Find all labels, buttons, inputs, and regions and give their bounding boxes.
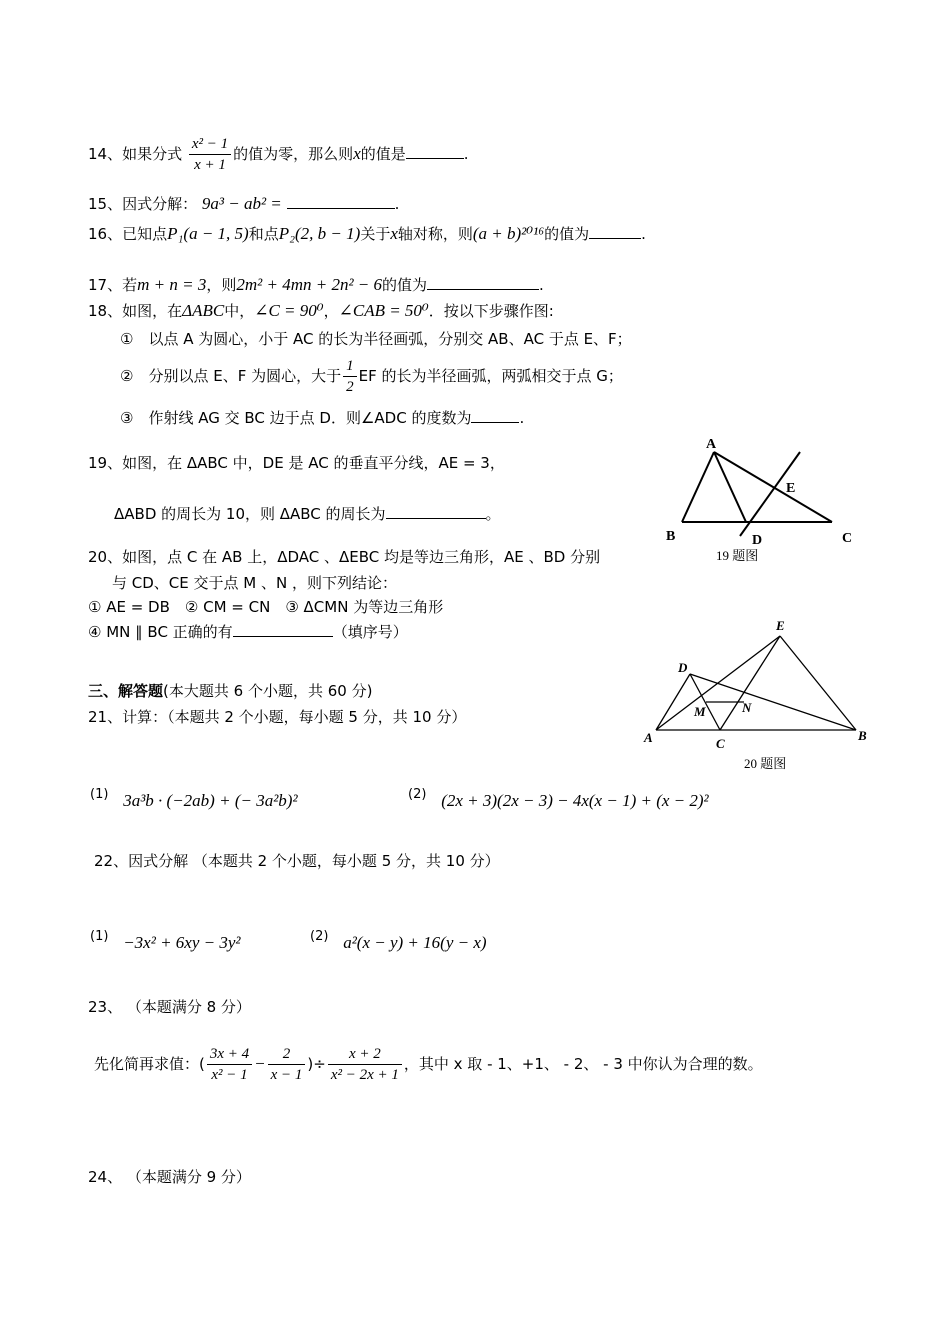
q23-fraction-3 xyxy=(328,1044,402,1085)
fig19-side-ac xyxy=(714,452,832,522)
fig20-caption: 20 题图 xyxy=(744,756,787,771)
q23-fraction-3-num: x + 2 xyxy=(328,1044,402,1065)
q20-number: 20、 xyxy=(88,548,123,566)
q15-answer-blank[interactable] xyxy=(287,192,395,209)
q16-text-post: 的值为 xyxy=(544,225,590,243)
q20-line-4-text: ④ MN ∥ BC 正确的有 xyxy=(88,623,233,641)
q18-step-3-text: ③ 作射线 AG 交 BC 边于点 D．则∠ADC 的度数为 xyxy=(120,409,472,427)
fig20-label-c: C xyxy=(716,736,725,751)
q18-triangle: ΔABC xyxy=(182,301,225,320)
q20-line-4 xyxy=(88,620,408,643)
q19-number: 19、 xyxy=(88,454,123,472)
q17-expression: 2m² + 4mn + 2n² − 6 xyxy=(236,275,383,294)
question-17 xyxy=(88,273,544,296)
q18-half-fraction xyxy=(343,356,357,397)
q18-answer-blank[interactable] xyxy=(471,406,519,423)
q14-fraction-numerator: x² − 1 xyxy=(189,134,231,155)
q18-text: 如图，在 xyxy=(122,302,183,320)
fig20-label-b: B xyxy=(858,728,867,743)
q16-expression: (a + b)²⁰¹⁶ xyxy=(472,224,545,243)
q22-part-2 xyxy=(310,929,487,956)
q16-text-mid2: 轴对称，则 xyxy=(397,225,473,243)
question-18 xyxy=(88,300,554,322)
section-3-heading xyxy=(88,680,372,702)
question-16 xyxy=(88,222,646,245)
fig19-label-b: B xyxy=(666,529,676,544)
q22-part-2-label: (2) xyxy=(310,929,329,944)
q23-fraction-1 xyxy=(207,1044,252,1085)
section-3-title: 三、解答题 xyxy=(88,682,164,700)
q23-divide: )÷ xyxy=(307,1055,326,1073)
q18-sep: ， xyxy=(323,302,339,320)
q16-text: 已知点 xyxy=(122,225,168,243)
fig19-side-ab xyxy=(682,452,714,522)
q21-part-2 xyxy=(408,787,709,814)
q18-end: . xyxy=(519,409,525,427)
fig19-label-d: D xyxy=(752,533,763,548)
q17-text-post: 的值为 xyxy=(382,276,428,294)
q18-angle-cab: ∠CAB = 50⁰ xyxy=(338,301,429,320)
q16-end: . xyxy=(641,225,646,243)
q23-text-post: ，其中 x 取 - 1、+1、 - 2、 - 3 中你认为合理的数。 xyxy=(403,1055,763,1073)
q22-part-1-expr: −3x² + 6xy − 3y² xyxy=(123,933,241,952)
question-14 xyxy=(88,134,469,175)
q18-number: 18、 xyxy=(88,302,123,320)
fig20-label-n: N xyxy=(742,700,752,715)
q22-part-1-label: (1) xyxy=(90,929,109,944)
q16-text-and: 和点 xyxy=(248,225,279,243)
q20-line-1: 如图，点 C 在 AB 上，ΔDAC 、ΔEBC 均是等边三角形，AE 、BD 分别 xyxy=(122,548,601,566)
q19-line-1: 如图，在 ΔABC 中，DE 是 AC 的垂直平分线，AE = 3， xyxy=(122,454,505,472)
q17-condition: m + n = 3 xyxy=(137,275,207,294)
q14-text: 如果分式 xyxy=(122,145,183,163)
q23-minus: − xyxy=(254,1054,266,1073)
q16-number: 16、 xyxy=(88,225,123,243)
q14-fraction xyxy=(189,134,231,175)
q18-step-2-text-b: EF 的长为半径画弧，两弧相交于点 G； xyxy=(358,367,623,385)
fig19-label-a: A xyxy=(706,437,717,452)
fig20-label-a: A xyxy=(644,730,653,745)
q15-end: . xyxy=(394,195,400,213)
q23-fraction-1-den: x² − 1 xyxy=(211,1067,248,1083)
q17-number: 17、 xyxy=(88,276,123,294)
fig19-caption: 19 题图 xyxy=(716,548,759,563)
fig20-side-ce xyxy=(720,636,780,730)
figure-20 xyxy=(632,612,872,776)
question-19 xyxy=(88,452,505,474)
q15-number: 15、 xyxy=(88,195,123,213)
q17-answer-blank[interactable] xyxy=(427,273,539,290)
q20-answer-blank[interactable] xyxy=(233,620,333,637)
q23-fraction-2 xyxy=(268,1044,306,1085)
q23-fraction-2-den: x − 1 xyxy=(270,1067,303,1083)
q16-text-mid: 关于 xyxy=(360,225,391,243)
q21-title: 21、计算：（本题共 2 个小题，每小题 5 分，共 10 分） xyxy=(88,708,467,726)
q18-step-2-text: ② 分别以点 E、F 为圆心，大于 xyxy=(120,367,342,385)
q21-part-1-label: (1) xyxy=(90,787,109,802)
question-15 xyxy=(88,192,399,215)
q22-part-1 xyxy=(90,929,241,956)
q15-text: 因式分解： xyxy=(122,195,198,213)
fig20-side-ad xyxy=(656,674,690,730)
q20-line-2: 与 CD、CE 交于点 M 、N ，则下列结论： xyxy=(112,574,397,592)
q17-text: 若 xyxy=(122,276,138,294)
q14-answer-blank[interactable] xyxy=(406,142,464,159)
q23-fraction-2-num: 2 xyxy=(268,1044,306,1065)
fig19-label-c: C xyxy=(842,531,853,546)
q22-title: 22、因式分解 （本题共 2 个小题，每小题 5 分，共 10 分） xyxy=(94,852,500,870)
q21-part-1 xyxy=(90,787,298,814)
q23-fraction-3-den: x² − 2x + 1 xyxy=(330,1067,399,1083)
q14-number: 14、 xyxy=(88,145,123,163)
q19-answer-blank[interactable] xyxy=(386,502,486,519)
q14-variable: x xyxy=(353,144,361,163)
q15-expression: 9a³ − ab² = xyxy=(201,194,282,213)
q20-line-3: ① AE = DB ② CM = CN ③ ΔCMN 为等边三角形 xyxy=(88,598,444,616)
q19-line-2: ΔABD 的周长为 10，则 ΔABC 的周长为 xyxy=(114,505,386,523)
fig20-label-m: M xyxy=(694,704,706,719)
fig20-side-eb xyxy=(780,636,856,730)
q22-part-2-expr: a²(x − y) + 16(y − x) xyxy=(343,933,487,952)
q18-half-numerator: 1 xyxy=(343,356,357,377)
q21-part-1-expr: 3a³b · (−2ab) + (− 3a²b)² xyxy=(123,791,298,810)
q19-line-2-row xyxy=(114,502,501,525)
fig19-label-e: E xyxy=(786,481,796,496)
q18-step-3 xyxy=(120,406,524,429)
q23-text-pre: 先化简再求值：( xyxy=(94,1055,205,1073)
q18-half-denominator: 2 xyxy=(346,379,354,395)
q21-part-2-expr: (2x + 3)(2x − 3) − 4x(x − 1) + (x − 2)² xyxy=(441,791,709,810)
q14-end: . xyxy=(463,145,469,163)
fig20-label-d: D xyxy=(678,660,688,675)
q18-step-2 xyxy=(120,356,623,397)
q18-text-post: ．按以下步骤作图: xyxy=(428,302,554,320)
q16-point-p2: P₂(2, b − 1) xyxy=(278,224,361,243)
question-20 xyxy=(88,546,600,568)
q14-text-post: 的值是 xyxy=(360,145,406,163)
section-3-desc: (本大题共 6 个小题，共 60 分) xyxy=(163,682,373,700)
q24-title: 24、 （本题满分 9 分） xyxy=(88,1168,251,1186)
q18-angle-c: ∠C = 90⁰ xyxy=(254,301,324,320)
figure-19 xyxy=(660,432,860,566)
q20-line-4-hint: （填序号） xyxy=(332,623,408,641)
q19-end: 。 xyxy=(485,505,501,523)
fig20-label-e: E xyxy=(776,618,785,633)
q16-axis: x xyxy=(390,224,398,243)
q16-point-p1: P₁(a − 1, 5) xyxy=(167,224,249,243)
q17-text-mid: ，则 xyxy=(206,276,237,294)
q18-step-1: ① 以点 A 为圆心，小于 AC 的长为半径画弧，分别交 AB、AC 于点 E、F； xyxy=(120,330,632,348)
q23-body xyxy=(94,1040,763,1088)
q16-answer-blank[interactable] xyxy=(589,222,641,239)
q18-text-mid: 中， xyxy=(224,302,255,320)
q21-part-2-label: (2) xyxy=(408,787,427,802)
q23-fraction-1-num: 3x + 4 xyxy=(207,1044,252,1065)
q23-title: 23、 （本题满分 8 分） xyxy=(88,998,251,1016)
q14-text-mid: 的值为零，那么则 xyxy=(233,145,354,163)
q14-fraction-denominator: x + 1 xyxy=(194,157,226,173)
q17-end: . xyxy=(539,276,544,294)
